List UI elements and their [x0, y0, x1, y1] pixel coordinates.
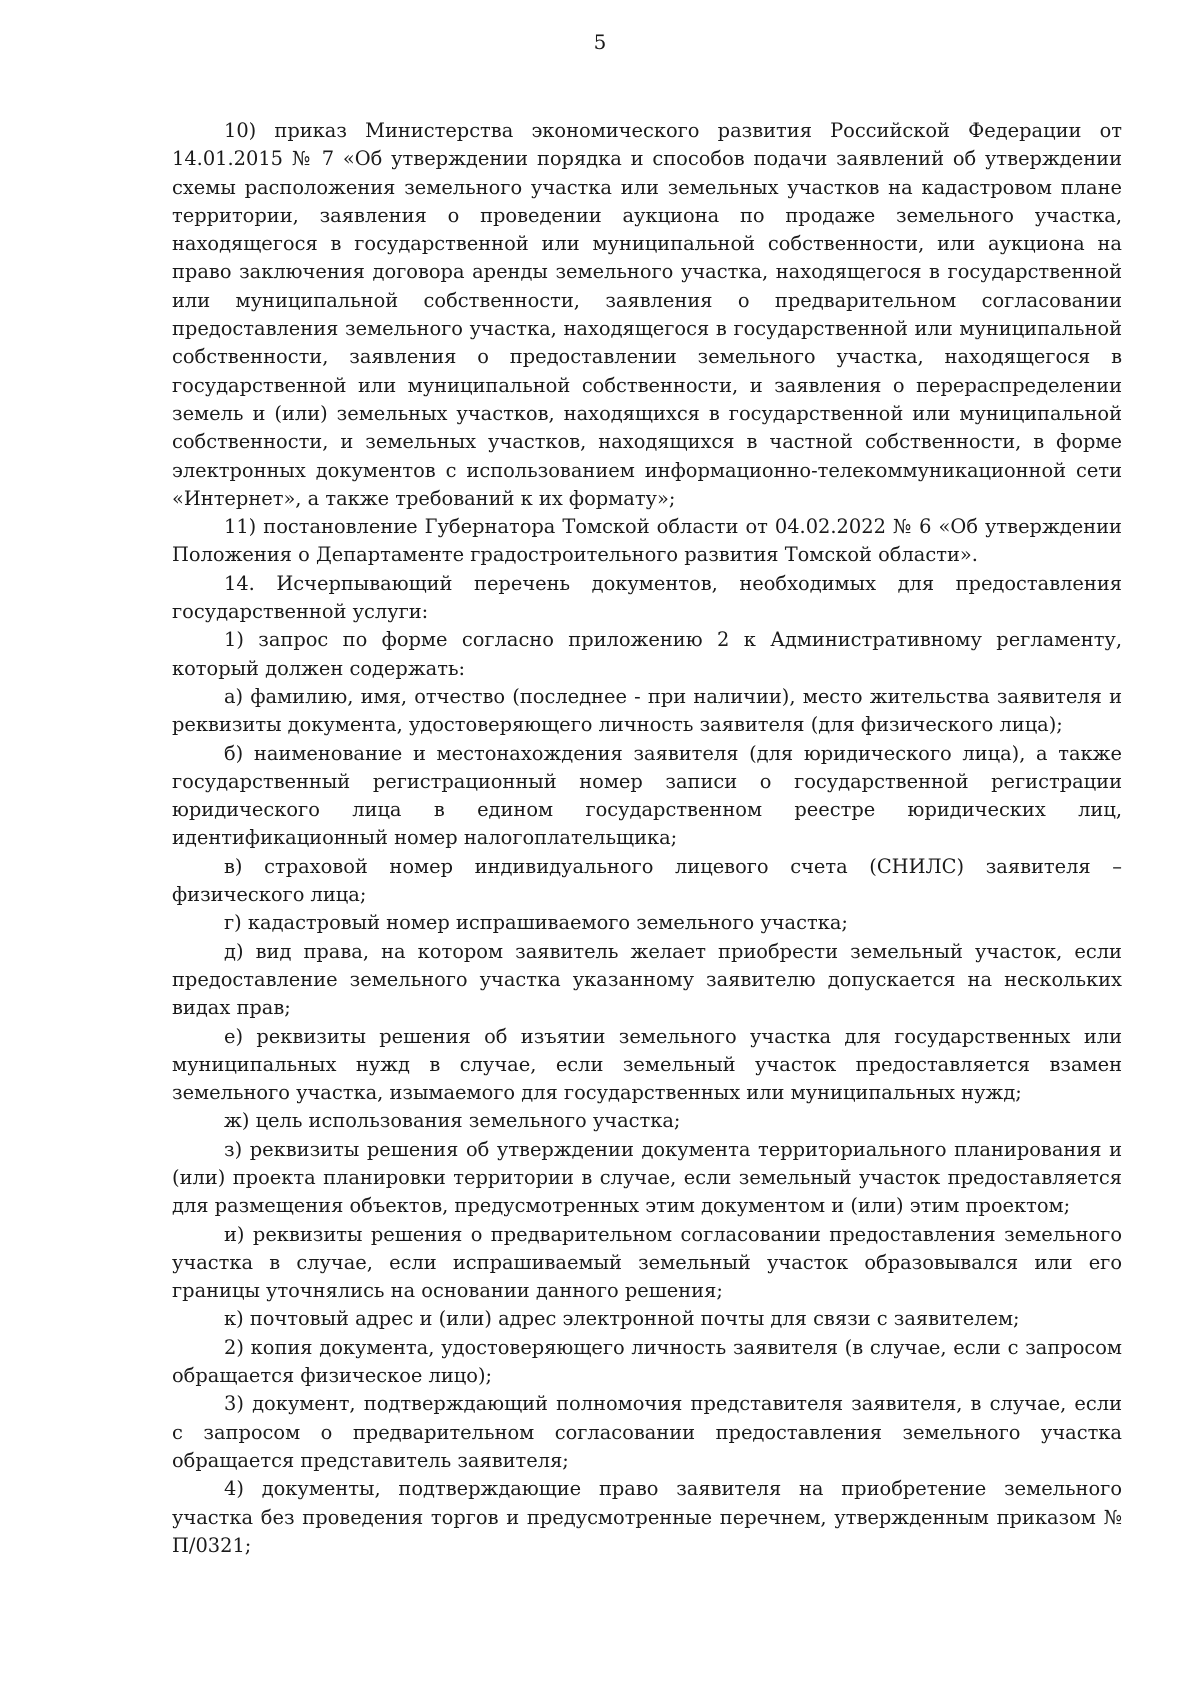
paragraph-subitem-i: и) реквизиты решения о предварительном согласовании предоставления земельного участка в случае, если испрашиваемый земельный участок образовывался или его границы уточнялись на основании данного решения;	[172, 1222, 1122, 1303]
document-body	[172, 117, 1122, 1560]
paragraph-subitem-v: в) страховой номер индивидуального лицевого счета (СНИЛС) заявителя – физического лица;	[172, 854, 1122, 907]
paragraph-item-11: 11) постановление Губернатора Томской области от 04.02.2022 № 6 «Об утверждении Положения о Департаменте градостроительного развития Томской области».	[172, 515, 1122, 567]
paragraph-item-1: 1) запрос по форме согласно приложению 2 к Административному регламенту, который должен содержать:	[172, 628, 1122, 680]
paragraph-subitem-d: д) вид права, на котором заявитель желает приобрести земельный участок, если предоставление земельного участка указанному заявителю допускается на нескольких видах прав;	[172, 939, 1122, 1020]
paragraph-item-10: 10) приказ Министерства экономического развития Российской Федерации от 14.01.2015 № 7 «Об утверждении порядка и способов подачи заявлений об утверждении схемы расположения земельного участка или земельных участков на кадастровом плане территории, заявления о проведении аукциона по продаже земельного участка, находящегося в государственной или муниципальной собственности, или аукциона на право заключения договора аренды земельного участка, находящегося в государственной или муниципальной собственности, заявления о предварительном согласовании предоставления земельного участка, находящегося в государственной или муниципальной собственности, заявления о предоставлении земельного участка, находящегося в государственной или муниципальной собственности, и заявления о перераспределении земель и (или) земельных участков, находящихся в государственной или муниципальной собственности, и земельных участков, находящихся в частной собственности, в форме электронных документов с использованием информационно-телекоммуникационной сети «Интернет», а также требований к их формату»;	[172, 119, 1122, 510]
paragraph-subitem-e: е) реквизиты решения об изъятии земельного участка для государственных или муниципальных нужд в случае, если земельный участок предоставляется взамен земельного участка, изымаемого для государственных или муниципальных нужд;	[172, 1024, 1122, 1105]
paragraph-item-3: 3) документ, подтверждающий полномочия представителя заявителя, в случае, если с запросом о предварительном согласовании предоставления земельного участка обращается представитель заявителя;	[172, 1392, 1122, 1472]
paragraph-section-14: 14. Исчерпывающий перечень документов, необходимых для предоставления государственной услуги:	[172, 571, 1122, 624]
paragraph-subitem-a: а) фамилию, имя, отчество (последнее - при наличии), место жительства заявителя и реквизиты документа, удостоверяющего личность заявителя (для физического лица);	[172, 684, 1122, 737]
paragraph-subitem-k: к) почтовый адрес и (или) адрес электронной почты для связи с заявителем;	[224, 1307, 1020, 1331]
paragraph-subitem-z: з) реквизиты решения об утверждении документа территориального планирования и (или) проекта планировки территории в случае, если земельный участок предоставляется для размещения объектов, предусмотренных этим документом и (или) этим проектом;	[172, 1137, 1122, 1218]
paragraph-subitem-g: г) кадастровый номер испрашиваемого земельного участка;	[224, 911, 848, 935]
paragraph-subitem-b: б) наименование и местонахождения заявителя (для юридического лица), а также государственный регистрационный номер записи о государственной регистрации юридического лица в едином государственном реестре юридических лиц, идентификационный номер налогоплательщика;	[172, 741, 1122, 850]
page-number: 5	[593, 30, 607, 54]
paragraph-item-2: 2) копия документа, удостоверяющего личность заявителя (в случае, если с запросом обращается физическое лицо);	[172, 1335, 1122, 1388]
paragraph-subitem-zh: ж) цель использования земельного участка;	[224, 1109, 681, 1133]
paragraph-item-4: 4) документы, подтверждающие право заявителя на приобретение земельного участка без проведения торгов и предусмотренные перечнем, утвержденным приказом № П/0321;	[172, 1477, 1122, 1557]
